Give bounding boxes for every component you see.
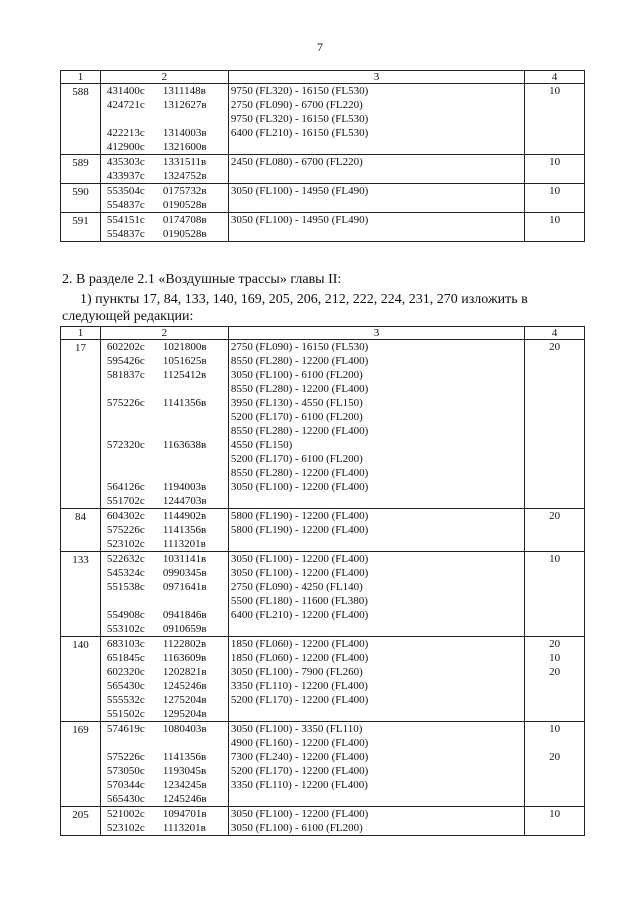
airway-width-cell — [525, 155, 585, 184]
flight-level-range: 2750 (FL090) - 6700 (FL220) — [230, 99, 363, 111]
coordinate-line — [103, 98, 226, 112]
flight-level-range — [231, 227, 522, 241]
latitude: 573050с — [106, 765, 145, 777]
airway-width-cell — [525, 184, 585, 213]
latitude: 551702с — [106, 495, 145, 507]
coordinates-cell — [100, 184, 228, 213]
flight-level-range: 5200 (FL170) - 6100 (FL200) — [230, 453, 363, 465]
flight-level-range: 3050 (FL100) - 6100 (FL200) — [230, 369, 363, 381]
longitude: 1141356в — [162, 397, 207, 409]
coordinate-line — [103, 184, 226, 198]
latitude: 412900с — [106, 141, 145, 153]
flight-levels-cell — [228, 213, 524, 242]
flight-level-range: 3050 (FL100) - 12200 (FL400) — [230, 553, 369, 565]
airway-width-cell — [525, 722, 585, 807]
coordinate-line — [103, 594, 226, 608]
coordinate-line — [103, 736, 226, 750]
column-header-1: 1 — [61, 327, 101, 340]
airway-width: 20 — [549, 666, 561, 678]
longitude: 1314003в — [162, 127, 207, 139]
coordinate-line — [103, 169, 226, 183]
longitude: 1321600в — [162, 141, 207, 153]
latitude: 553102с — [106, 623, 145, 635]
column-header-4: 4 — [525, 71, 585, 84]
flight-levels-cell — [228, 155, 524, 184]
coordinates-cell — [100, 509, 228, 552]
table-row — [61, 722, 585, 807]
coordinate-line — [103, 494, 226, 508]
flight-level-range: 3950 (FL130) - 4550 (FL150) — [230, 397, 363, 409]
flight-level-range — [231, 198, 522, 212]
table-row — [61, 637, 585, 722]
latitude: 602202с — [106, 341, 145, 353]
column-header-2: 2 — [100, 71, 228, 84]
latitude: 521002с — [106, 808, 145, 820]
flight-level-range: 1850 (FL060) - 12200 (FL400) — [230, 638, 369, 650]
flight-level-range: 4900 (FL160) - 12200 (FL400) — [230, 737, 369, 749]
coordinate-line — [103, 792, 226, 806]
latitude: 554837с — [106, 199, 145, 211]
coordinates-cell — [100, 807, 228, 836]
coordinate-line — [103, 566, 226, 580]
flight-levels-cell — [228, 509, 524, 552]
longitude: 1113201в — [162, 822, 206, 834]
longitude: 1194003в — [162, 481, 207, 493]
column-header-3: 3 — [228, 71, 524, 84]
item-number: 140 — [61, 637, 101, 722]
latitude: 551538с — [106, 581, 145, 593]
latitude: 431400с — [106, 85, 145, 97]
coordinate-line — [103, 750, 226, 764]
latitude: 575226с — [106, 751, 145, 763]
latitude: 565430с — [106, 793, 145, 805]
page-number: 7 — [317, 40, 323, 54]
longitude: 1144902в — [162, 510, 207, 522]
flight-level-range: 5200 (FL170) - 6100 (FL200) — [230, 411, 363, 423]
table-row — [61, 213, 585, 242]
flight-level-range: 8550 (FL280) - 12200 (FL400) — [230, 425, 369, 437]
table-header-row — [61, 71, 585, 84]
coordinate-line — [103, 778, 226, 792]
coordinate-line — [103, 368, 226, 382]
airway-width: 20 — [549, 510, 561, 522]
flight-level-range: 4550 (FL150) — [230, 439, 293, 451]
longitude: 1244703в — [162, 495, 207, 507]
airway-width: 10 — [549, 185, 561, 197]
latitude: 554908с — [106, 609, 145, 621]
coordinate-line — [103, 722, 226, 736]
flight-level-range: 3050 (FL100) - 12200 (FL400) — [230, 567, 369, 579]
latitude: 575226с — [106, 524, 145, 536]
longitude: 0174708в — [162, 214, 207, 226]
latitude: 575226с — [106, 397, 145, 409]
latitude: 554837с — [106, 228, 145, 240]
coordinate-line — [103, 523, 226, 537]
latitude: 564126с — [106, 481, 145, 493]
flight-level-range — [231, 792, 522, 806]
flight-level-range — [231, 707, 522, 721]
longitude: 1311148в — [162, 85, 206, 97]
latitude: 522632с — [106, 553, 145, 565]
flight-level-range: 3350 (FL110) - 12200 (FL400) — [230, 680, 368, 692]
flight-level-range: 1850 (FL060) - 12200 (FL400) — [230, 652, 369, 664]
longitude: 1080403в — [162, 723, 207, 735]
latitude: 435303с — [106, 156, 145, 168]
coordinate-line — [103, 821, 226, 835]
flight-level-range: 5500 (FL180) - 11600 (FL380) — [230, 595, 368, 607]
flight-level-range: 3050 (FL100) - 14950 (FL490) — [230, 185, 369, 197]
coordinate-line — [103, 84, 226, 98]
airway-width-cell — [525, 340, 585, 509]
airway-width: 10 — [549, 214, 561, 226]
longitude: 1094701в — [162, 808, 207, 820]
coordinate-line — [103, 679, 226, 693]
coordinate-line — [103, 452, 226, 466]
longitude: 1051625в — [162, 355, 207, 367]
flight-level-range: 3350 (FL110) - 12200 (FL400) — [230, 779, 368, 791]
coordinate-line — [103, 552, 226, 566]
instruction-line-1: 1) пункты 17, 84, 133, 140, 169, 205, 206, 212, 222, 224, 231, 270 изложить в — [80, 292, 528, 307]
coordinates-cell — [100, 340, 228, 509]
longitude: 0190528в — [162, 228, 207, 240]
flight-level-range: 3050 (FL100) - 12200 (FL400) — [230, 808, 369, 820]
item-number: 169 — [61, 722, 101, 807]
longitude: 1331511в — [162, 156, 207, 168]
longitude: 1021800в — [162, 341, 207, 353]
coordinate-line — [103, 112, 226, 126]
flight-level-range: 5200 (FL170) - 12200 (FL400) — [230, 765, 369, 777]
flight-level-range — [231, 537, 522, 551]
latitude: 565430с — [106, 680, 145, 692]
table-row — [61, 155, 585, 184]
longitude: 1275204в — [162, 694, 207, 706]
longitude: 1295204в — [162, 708, 207, 720]
table-row — [61, 552, 585, 637]
column-header-1: 1 — [61, 71, 101, 84]
longitude: 1245246в — [162, 793, 207, 805]
flight-level-range: 5200 (FL170) - 12200 (FL400) — [230, 694, 369, 706]
coordinate-line — [103, 155, 226, 169]
coordinate-line — [103, 580, 226, 594]
flight-levels-cell — [228, 340, 524, 509]
item-number: 590 — [61, 184, 101, 213]
flight-level-range: 5800 (FL190) - 12200 (FL400) — [230, 510, 369, 522]
item-number: 589 — [61, 155, 101, 184]
coordinate-line — [103, 707, 226, 721]
coordinate-line — [103, 396, 226, 410]
flight-level-range: 8550 (FL280) - 12200 (FL400) — [230, 383, 369, 395]
coordinates-cell — [100, 552, 228, 637]
longitude: 1193045в — [162, 765, 207, 777]
flight-level-range — [231, 494, 522, 508]
longitude: 1141356в — [162, 524, 207, 536]
latitude: 651845с — [106, 652, 145, 664]
longitude: 1163609в — [162, 652, 207, 664]
coordinate-line — [103, 637, 226, 651]
flight-level-range: 8550 (FL280) - 12200 (FL400) — [230, 467, 369, 479]
latitude: 602320с — [106, 666, 145, 678]
coordinate-line — [103, 410, 226, 424]
table-row — [61, 340, 585, 509]
coordinate-line — [103, 608, 226, 622]
flight-level-range: 3050 (FL100) - 6100 (FL200) — [230, 822, 363, 834]
airway-width: 10 — [549, 553, 561, 565]
airway-table-continued — [60, 70, 585, 242]
latitude: 433937с — [106, 170, 145, 182]
latitude: 523102с — [106, 822, 145, 834]
airway-width-cell — [525, 637, 585, 722]
latitude: 551502с — [106, 708, 145, 720]
flight-level-range: 3050 (FL100) - 12200 (FL400) — [230, 481, 369, 493]
airway-width-cell — [525, 84, 585, 155]
latitude: 572320с — [106, 439, 145, 451]
section-heading: 2. В разделе 2.1 «Воздушные трассы» главы II: — [62, 272, 342, 287]
longitude: 0941846в — [162, 609, 207, 621]
longitude: 1312627в — [162, 99, 207, 111]
coordinate-line — [103, 438, 226, 452]
coordinate-line — [103, 382, 226, 396]
longitude: 0190528в — [162, 199, 207, 211]
flight-level-range: 2450 (FL080) - 6700 (FL220) — [230, 156, 363, 168]
coordinate-line — [103, 807, 226, 821]
longitude: 1122802в — [162, 638, 207, 650]
latitude: 545324с — [106, 567, 145, 579]
longitude: 1324752в — [162, 170, 207, 182]
instruction-line-2: следующей редакции: — [62, 309, 194, 324]
flight-level-range — [231, 169, 522, 183]
instruction-paragraph — [62, 291, 602, 325]
longitude: 0175732в — [162, 185, 207, 197]
airway-width-cell — [525, 213, 585, 242]
coordinate-line — [103, 651, 226, 665]
airway-width: 10 — [549, 85, 561, 97]
flight-levels-cell — [228, 84, 524, 155]
flight-level-range: 8550 (FL280) - 12200 (FL400) — [230, 355, 369, 367]
longitude: 0971641в — [162, 581, 207, 593]
flight-level-range: 5800 (FL190) - 12200 (FL400) — [230, 524, 369, 536]
item-number: 205 — [61, 807, 101, 836]
item-number: 591 — [61, 213, 101, 242]
latitude: 553504с — [106, 185, 145, 197]
flight-levels-cell — [228, 722, 524, 807]
coordinate-line — [103, 622, 226, 636]
table-row — [61, 184, 585, 213]
coordinate-line — [103, 140, 226, 154]
coordinate-line — [103, 213, 226, 227]
item-number: 84 — [61, 509, 101, 552]
flight-level-range: 9750 (FL320) - 16150 (FL530) — [230, 85, 369, 97]
item-number: 17 — [61, 340, 101, 509]
coordinate-line — [103, 693, 226, 707]
flight-level-range: 7300 (FL240) - 12200 (FL400) — [230, 751, 369, 763]
coordinates-cell — [100, 722, 228, 807]
column-header-3: 3 — [228, 327, 524, 340]
flight-level-range: 6400 (FL210) - 16150 (FL530) — [230, 127, 369, 139]
table-row — [61, 807, 585, 836]
longitude: 1163638в — [162, 439, 207, 451]
flight-level-range: 3050 (FL100) - 7900 (FL260) — [230, 666, 363, 678]
coordinates-cell — [100, 637, 228, 722]
flight-level-range: 9750 (FL320) - 16150 (FL530) — [230, 113, 369, 125]
coordinate-line — [103, 466, 226, 480]
coordinate-line — [103, 126, 226, 140]
longitude: 1141356в — [162, 751, 207, 763]
coordinate-line — [103, 764, 226, 778]
longitude: 1234245в — [162, 779, 207, 791]
column-header-2: 2 — [100, 327, 228, 340]
flight-level-range: 3050 (FL100) - 3350 (FL110) — [230, 723, 363, 735]
airway-width: 20 — [549, 638, 561, 650]
flight-level-range — [231, 140, 522, 154]
coordinate-line — [103, 509, 226, 523]
longitude: 0910659в — [162, 623, 207, 635]
airway-width: 20 — [549, 751, 561, 763]
coordinate-line — [103, 480, 226, 494]
coordinate-line — [103, 227, 226, 241]
longitude: 1245246в — [162, 680, 207, 692]
latitude: 523102с — [106, 538, 145, 550]
table-row — [61, 84, 585, 155]
longitude: 0990345в — [162, 567, 207, 579]
airway-width: 10 — [549, 652, 561, 664]
item-number: 588 — [61, 84, 101, 155]
airway-width — [527, 736, 582, 750]
coordinate-line — [103, 340, 226, 354]
airway-width: 10 — [549, 808, 561, 820]
flight-levels-cell — [228, 552, 524, 637]
latitude: 595426с — [106, 355, 145, 367]
longitude: 1125412в — [162, 369, 207, 381]
latitude: 604302с — [106, 510, 145, 522]
table-row — [61, 509, 585, 552]
longitude: 1031141в — [162, 553, 207, 565]
latitude: 570344с — [106, 779, 145, 791]
latitude: 581837с — [106, 369, 145, 381]
coordinates-cell — [100, 155, 228, 184]
flight-level-range: 3050 (FL100) - 14950 (FL490) — [230, 214, 369, 226]
coordinates-cell — [100, 213, 228, 242]
flight-level-range: 6400 (FL210) - 12200 (FL400) — [230, 609, 369, 621]
latitude: 574619с — [106, 723, 145, 735]
coordinate-line — [103, 354, 226, 368]
flight-level-range — [231, 622, 522, 636]
airway-width-cell — [525, 509, 585, 552]
airway-width-cell — [525, 552, 585, 637]
latitude: 422213с — [106, 127, 145, 139]
table-header-row — [61, 327, 585, 340]
longitude: 1202821в — [162, 666, 207, 678]
airway-width: 20 — [549, 341, 561, 353]
longitude: 1113201в — [162, 538, 206, 550]
coordinate-line — [103, 198, 226, 212]
coordinate-line — [103, 424, 226, 438]
airway-table-section-2-1 — [60, 326, 585, 836]
flight-levels-cell — [228, 807, 524, 836]
item-number: 133 — [61, 552, 101, 637]
airway-width: 10 — [549, 723, 561, 735]
latitude: 555532с — [106, 694, 145, 706]
coordinates-cell — [100, 84, 228, 155]
latitude: 424721с — [106, 99, 145, 111]
airway-width: 10 — [549, 156, 561, 168]
coordinate-line — [103, 537, 226, 551]
latitude: 683103с — [106, 638, 145, 650]
coordinate-line — [103, 665, 226, 679]
flight-level-range: 2750 (FL090) - 4250 (FL140) — [230, 581, 363, 593]
flight-level-range: 2750 (FL090) - 16150 (FL530) — [230, 341, 369, 353]
latitude: 554151с — [106, 214, 145, 226]
flight-levels-cell — [228, 184, 524, 213]
flight-levels-cell — [228, 637, 524, 722]
column-header-4: 4 — [525, 327, 585, 340]
airway-width-cell — [525, 807, 585, 836]
